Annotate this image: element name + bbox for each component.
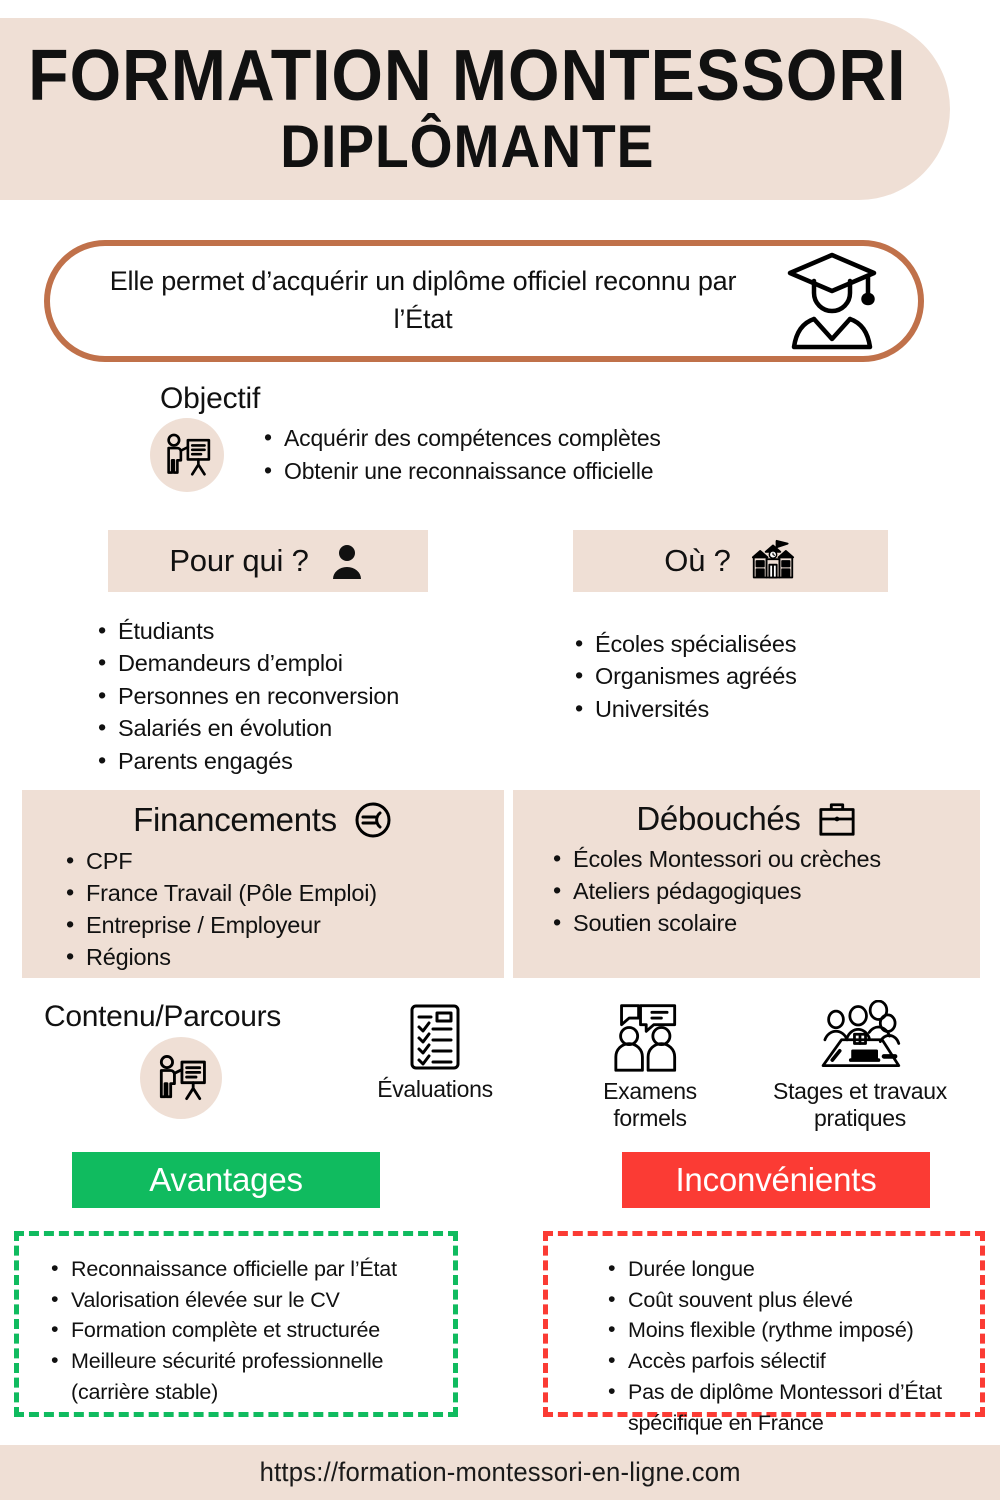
list-item: • Régions — [60, 942, 488, 974]
list-item: • Pas de diplôme Montessori d’État spécifique en France — [604, 1377, 966, 1438]
list-item: • Ateliers pédagogiques — [547, 876, 964, 908]
list-item: • Valorisation élevée sur le CV — [47, 1285, 439, 1316]
list-item: • Étudiants — [96, 615, 496, 647]
contenu-caption: Stages et travaux pratiques — [773, 1078, 947, 1132]
avantages-list — [47, 1254, 439, 1408]
objectif-title: Objectif — [160, 382, 261, 415]
header-banner — [0, 18, 950, 200]
teacher-board-icon — [150, 418, 224, 492]
list-item: • Salariés en évolution — [96, 712, 496, 744]
person-icon — [327, 541, 367, 581]
list-item: • Acquérir des compétences complètes — [264, 422, 661, 455]
list-item: • Coût souvent plus élevé — [604, 1285, 966, 1316]
school-building-icon — [749, 539, 797, 583]
list-item: • Personnes en reconversion — [96, 680, 496, 712]
contenu-caption: Évaluations — [377, 1076, 493, 1102]
list-item: • Écoles Montessori ou crèches — [547, 844, 964, 876]
ou-list — [573, 628, 943, 725]
list-item: • Formation complète et structurée — [47, 1315, 439, 1346]
avantages-header — [72, 1152, 380, 1208]
financements-title: Financements — [133, 801, 337, 838]
list-item: • Organismes agréés — [573, 660, 943, 692]
contenu-title: Contenu/Parcours — [44, 1000, 282, 1033]
euro-circle-icon — [353, 800, 393, 840]
debouches-list — [547, 844, 964, 940]
list-item: • Entreprise / Employeur — [60, 910, 488, 942]
inconvenients-title: Inconvénients — [675, 1161, 877, 1198]
footer-bar — [0, 1445, 1000, 1500]
list-item: • Parents engagés — [96, 745, 496, 777]
contenu-cell-examens — [565, 1000, 735, 1132]
debouches-title: Débouchés — [636, 800, 801, 837]
list-item: • Meilleure sécurité professionnelle (carrière stable) — [47, 1346, 439, 1407]
ou-header — [573, 530, 888, 592]
financements-panel — [22, 790, 504, 978]
avantages-box — [14, 1231, 458, 1417]
pour-qui-header — [108, 530, 428, 592]
two-people-speech-icon — [610, 1000, 690, 1074]
objectif-section — [150, 382, 850, 492]
briefcase-icon — [817, 800, 857, 838]
pour-qui-title: Pour qui ? — [169, 543, 309, 578]
inconvenients-header — [622, 1152, 930, 1208]
pour-qui-list — [96, 615, 496, 777]
list-item: • Durée longue — [604, 1254, 966, 1285]
tagline-text: Elle permet d’acquérir un diplôme officiel reconnu par l’État — [109, 266, 737, 334]
contenu-caption: Examens formels — [603, 1078, 697, 1132]
list-item: • Accès parfois sélectif — [604, 1346, 966, 1377]
inconvenients-box — [543, 1231, 985, 1435]
list-item: • Soutien scolaire — [547, 908, 964, 940]
ou-title: Où ? — [664, 543, 731, 578]
avantages-title: Avantages — [149, 1161, 303, 1198]
contenu-cell-evaluations — [355, 1002, 515, 1103]
checklist-icon — [404, 1002, 466, 1072]
contenu-cell-stages — [745, 1000, 975, 1132]
list-item: • Universités — [573, 693, 943, 725]
list-item: • Écoles spécialisées — [573, 628, 943, 660]
list-item: • Reconnaissance officielle par l’État — [47, 1254, 439, 1285]
financements-list — [60, 846, 488, 974]
page-title-line1: FORMATION MONTESSORI — [28, 35, 907, 116]
list-item: • Moins flexible (rythme imposé) — [604, 1315, 966, 1346]
debouches-panel — [513, 790, 980, 978]
inconvenients-list — [604, 1254, 966, 1438]
page-title-line2: DIPLÔMANTE — [280, 113, 655, 181]
teacher-board-icon — [140, 1037, 222, 1119]
objectif-list — [224, 422, 661, 487]
list-item: • France Travail (Pôle Emploi) — [60, 878, 488, 910]
website-url: https://formation-montessori-en-ligne.com — [259, 1457, 741, 1487]
group-table-icon — [812, 1000, 908, 1074]
graduate-icon — [772, 251, 918, 351]
tagline-box — [44, 240, 924, 362]
list-item: • Obtenir une reconnaissance officielle — [264, 455, 661, 488]
list-item: • CPF — [60, 846, 488, 878]
list-item: • Demandeurs d’emploi — [96, 647, 496, 679]
